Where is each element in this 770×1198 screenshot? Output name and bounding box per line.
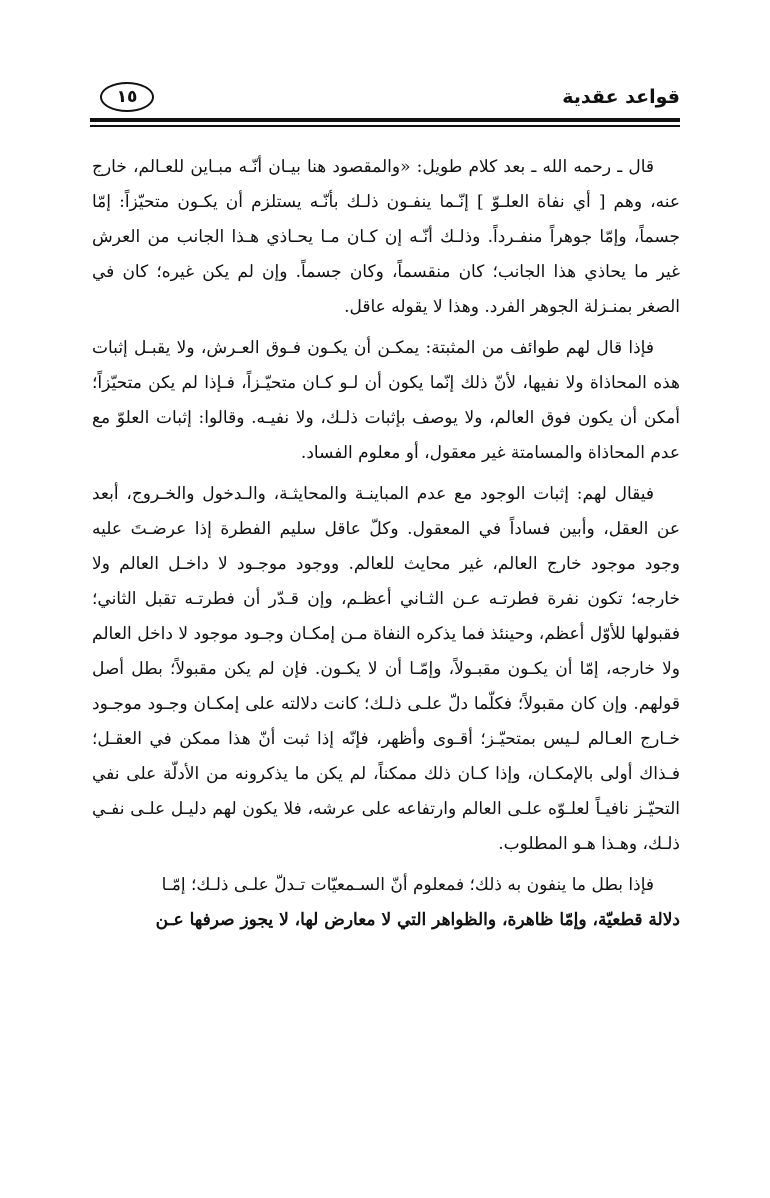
header-rule-thick [90,118,680,122]
paragraph-1: قال ـ رحمه الله ـ بعد كلام طويل: «والمقصود هنا بيـان أنّـه مبـاين للعـالم، خارج عنه، وهم [ أي نفاة العلـوّ ] إنّـما ينفـون ذلـك بأنّـه يستلزم أن يكـون متحيّزاً: إمّا جسماً، وإمّا جوهراً منفـرداً. وذلـك أنّـه إن كـان مـا يحـاذي هـذا الجانب من العرش غير ما يحاذي هذا الجانب؛ كان منقسماً، وكان جسماً. وإن لم يكن غيره؛ كان في الصغر بمنـزلة الجوهر الفرد. وهذا لا يقوله عاقل. [92,157,680,317]
paragraph-4: فإذا بطل ما ينفون به ذلك؛ فمعلوم أنّ السـمعيّات تـدلّ علـى ذلـك؛ إمّـا [161,875,654,895]
body-text [92,150,680,944]
running-title: قواعد عقدية [562,86,680,108]
header-rule-thin [90,125,680,127]
paragraph-5: دلالة قطعيّة، وإمّا ظاهرة، والظواهر التي لا معارض لها، لا يجوز صرفها عـن [155,910,680,930]
paragraph-3: فيقال لهم: إثبات الوجود مع عدم المباينـة والمحايثـة، والـدخول والخـروج، أبعد عن العقل، وأبين فساداً في المعقول. وكلّ عاقل سليم الفطرة إذا عرضـتَ عليه وجود موجود خارج العالم، غير محايث للعالم. ووجود موجـود لا داخـل العالم ولا خارجه؛ تكون نفرة فطرتـه عـن الثـاني أعظـم، وإن قـدّر أن فطرتـه تقبل الثاني؛ فقبولها للأوّل أعظم، وحينئذ فما يذكره النفاة مـن إمكـان وجـود موجود لا داخل العالم ولا خارجه، إمّا أن يكـون مقبـولاً، وإمّـا أن لا يكـون. فإن لم يكن مقبولاً؛ بطل أصل قولهم. وإن كان مقبولاً؛ فكلّما دلّ علـى ذلـك؛ كانت دلالته على إمكـان وجـود موجـود خـارج العـالم لـيس بمتحيّـز؛ أقـوى وأظهر، فإنّه إذا ثبت أنّ هذا ممكن في العقـل؛ فـذاك أولى بالإمكـان، وإذا كـان ذلك ممكناً، لم يكن ما يذكرونه من الأدلّة على نفي التحيّـز نافيـاً لعلـوّه علـى العالم وارتفاعه على عرشه، فلا يكون لهم دليـل علـى نفـي ذلـك، وهـذا هـو المطلوب. [92,484,680,854]
page-header [90,82,680,122]
paragraph-2: فإذا قال لهم طوائف من المثبتة: يمكـن أن يكـون فـوق العـرش، ولا يقبـل إثبات هذه المحاذاة ولا نفيها، لأنّ ذلك إنّما يكون أن لـو كـان متحيّـزاً، فـإذا لم يكن متحيّزاً؛ أمكن أن يكون فوق العالم، ولا يوصف بإثبات ذلـك، ولا نفيـه. وقالوا: إثبات العلوّ مع عدم المحاذاة والمسامتة غير معقول، أو معلوم الفساد. [92,338,680,463]
page-number: ١٥ [100,82,154,112]
